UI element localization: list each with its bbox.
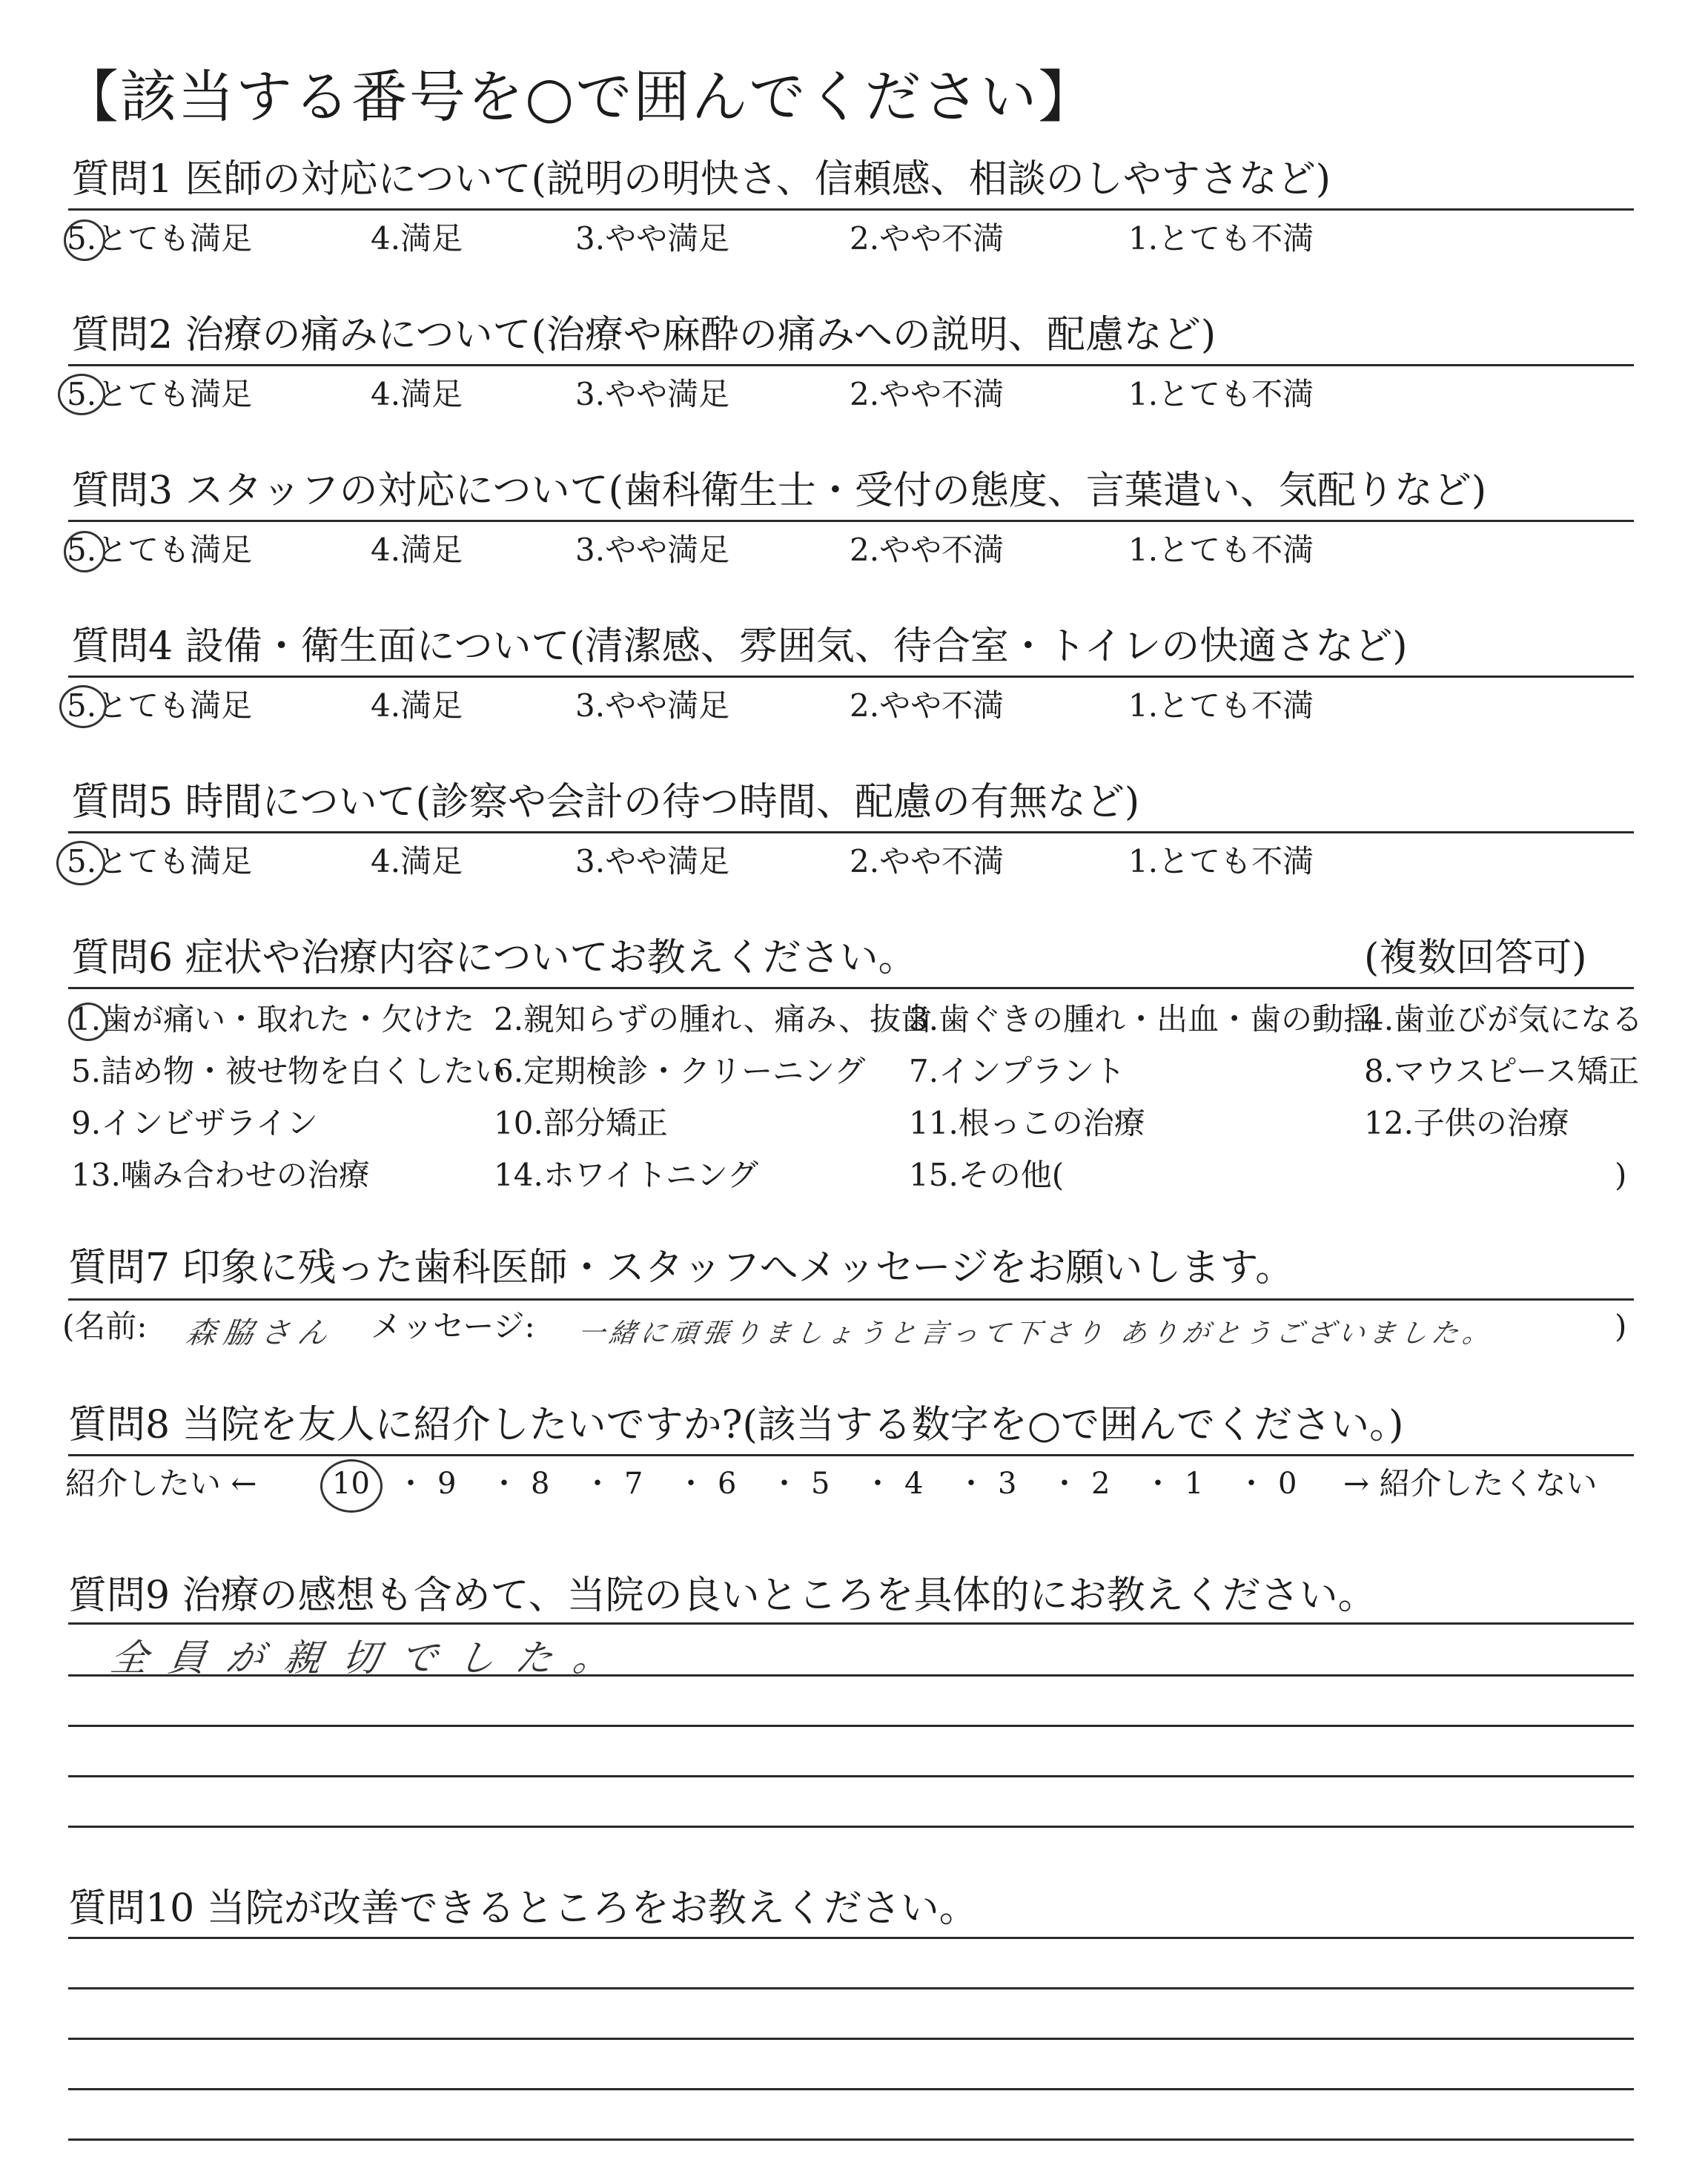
rating-3[interactable]: 3.やや満足 [575,843,730,879]
message-handwritten[interactable]: 一緒に頑張りましょうと言って下さり ありがとうございました。 [575,1318,1496,1349]
divider [68,1454,1634,1456]
message-label: メッセージ: [371,1308,535,1344]
symptom-option-15[interactable]: 15.その他( [909,1157,1065,1193]
scale-dot: ・ [956,1467,986,1501]
scale-0[interactable]: 0 [1278,1467,1297,1501]
answer-line [68,1725,1634,1727]
question-title: 質問5 時間について(診察や会計の待つ時間、配慮の有無など) [71,780,1140,825]
rating-2[interactable]: 2.やや不満 [850,376,1004,412]
page-header: 【該当する番号を○で囲んでください】 [62,64,1096,130]
rating-3[interactable]: 3.やや満足 [575,687,730,724]
question-title: 質問3 スタッフの対応について(歯科衛生士・受付の態度、言葉遣い、気配りなど) [71,469,1487,513]
scale-1[interactable]: 1 [1185,1467,1204,1501]
symptom-option-3[interactable]: 3.歯ぐきの腫れ・出血・歯の動揺 [909,1001,1375,1037]
scale-6[interactable]: 6 [718,1467,737,1501]
scale-dot: ・ [1143,1467,1173,1501]
question-title: 質問1 医師の対応について(説明の明快さ、信頼感、相談のしやすさなど) [71,157,1331,202]
symptom-option-6[interactable]: 6.定期検診・クリーニング [494,1053,866,1089]
selection-circle [58,374,105,415]
rating-5[interactable]: 5.とても満足 [67,220,253,257]
selection-circle [56,841,105,885]
question-title: 質問7 印象に残った歯科医師・スタッフへメッセージをお願いします。 [68,1246,1294,1290]
scale-8[interactable]: 8 [531,1467,550,1501]
divider [68,831,1634,833]
scale-7[interactable]: 7 [624,1467,643,1501]
rating-1[interactable]: 1.とても不満 [1128,687,1314,724]
rating-1[interactable]: 1.とても不満 [1128,376,1314,412]
multiple-answer-note: (複数回答可) [1364,936,1587,980]
rating-3[interactable]: 3.やや満足 [575,532,730,568]
symptom-option-2[interactable]: 2.親知らずの腫れ、痛み、抜歯 [494,1001,933,1037]
symptom-option-5[interactable]: 5.詰め物・被せ物を白くしたい [71,1053,506,1089]
scale-dot: ・ [489,1467,519,1501]
rating-3[interactable]: 3.やや満足 [575,220,730,257]
question-title: 質問4 設備・衛生面について(清潔感、雰囲気、待合室・トイレの快適さなど) [71,624,1408,669]
answer-line [68,1622,1634,1625]
rating-4[interactable]: 4.満足 [371,220,463,257]
rating-3[interactable]: 3.やや満足 [575,376,730,412]
selection-circle [68,1003,108,1041]
answer-line [68,2038,1634,2040]
rating-4[interactable]: 4.満足 [371,376,463,412]
answer-line [68,2088,1634,2090]
scale-dot: ・ [863,1467,893,1501]
answer-line [68,1826,1634,1828]
name-handwritten[interactable]: 森脇さん [184,1316,337,1350]
symptom-option-12[interactable]: 12.子供の治療 [1364,1105,1569,1141]
scale-2[interactable]: 2 [1091,1467,1110,1501]
symptom-option-1[interactable]: 1.歯が痛い・取れた・欠けた [71,1001,475,1037]
rating-2[interactable]: 2.やや不満 [850,220,1004,257]
rating-5[interactable]: 5.とても満足 [67,532,253,568]
answer-line [68,1775,1634,1777]
symptom-option-9[interactable]: 9.インビザライン [71,1105,318,1141]
rating-2[interactable]: 2.やや不満 [850,687,1004,724]
selection-circle [64,531,105,572]
scale-dot: ・ [676,1467,706,1501]
rating-4[interactable]: 4.満足 [371,843,463,879]
rating-1[interactable]: 1.とても不満 [1128,532,1314,568]
selection-circle [320,1459,383,1513]
scale-10[interactable]: 10 [332,1467,370,1501]
selection-circle [59,685,107,728]
answer-line [68,1937,1634,1939]
symptom-option-8[interactable]: 8.マウスピース矯正 [1364,1053,1640,1089]
symptom-option-4[interactable]: 4.歯並びが気になる [1364,1001,1644,1037]
rating-5[interactable]: 5.とても満足 [67,376,253,412]
symptom-option-10[interactable]: 10.部分矯正 [494,1105,668,1141]
rating-5[interactable]: 5.とても満足 [67,687,253,724]
scale-3[interactable]: 3 [998,1467,1017,1501]
rating-5[interactable]: 5.とても満足 [67,843,253,879]
scale-dot: ・ [583,1467,612,1501]
rating-4[interactable]: 4.満足 [371,532,463,568]
question-title: 質問2 治療の痛みについて(治療や麻酔の痛みへの説明、配慮など) [71,313,1217,357]
scale-dot: ・ [1050,1467,1079,1501]
question-title: 質問9 治療の感想も含めて、当院の良いところを具体的にお教えください。 [68,1573,1377,1618]
scale-dot: ・ [396,1467,426,1501]
divider [68,520,1634,522]
rating-2[interactable]: 2.やや不満 [850,843,1004,879]
answer-line [68,1674,1634,1677]
rating-2[interactable]: 2.やや不満 [850,532,1004,568]
scale-4[interactable]: 4 [904,1467,924,1501]
symptom-option-13[interactable]: 13.噛み合わせの治療 [71,1157,370,1193]
recommend-left-label: 紹介したい ← [65,1465,257,1502]
symptom-option-7[interactable]: 7.インプラント [909,1053,1126,1089]
symptom-option-11[interactable]: 11.根っこの治療 [909,1105,1145,1141]
selection-circle [64,219,105,261]
divider [68,364,1634,366]
scale-5[interactable]: 5 [811,1467,830,1501]
question-title: 質問8 当院を友人に紹介したいですか?(該当する数字を○で囲んでください。) [68,1403,1404,1447]
answer-line [68,2138,1634,2141]
answer-line [68,1987,1634,1989]
divider [68,676,1634,678]
rating-1[interactable]: 1.とても不満 [1128,220,1314,257]
other-close-paren: ) [1615,1157,1627,1193]
symptom-option-14[interactable]: 14.ホワイトニング [494,1157,759,1193]
name-label: (名前: [62,1308,148,1344]
scale-dot: ・ [1237,1467,1266,1501]
recommend-right-label: → 紹介したくない [1343,1465,1598,1502]
message-close-paren: ) [1615,1308,1627,1344]
question-title: 質問6 症状や治療内容についてお教えください。 [71,936,917,980]
good-points-handwritten[interactable]: 全員が親切でした。 [107,1636,635,1680]
scale-dot: ・ [769,1467,799,1501]
rating-4[interactable]: 4.満足 [371,687,463,724]
question-title: 質問10 当院が改善できるところをお教えください。 [68,1886,978,1931]
scale-9[interactable]: 9 [437,1467,457,1501]
divider [68,1298,1634,1301]
divider [68,208,1634,211]
divider [68,987,1634,989]
rating-1[interactable]: 1.とても不満 [1128,843,1314,879]
